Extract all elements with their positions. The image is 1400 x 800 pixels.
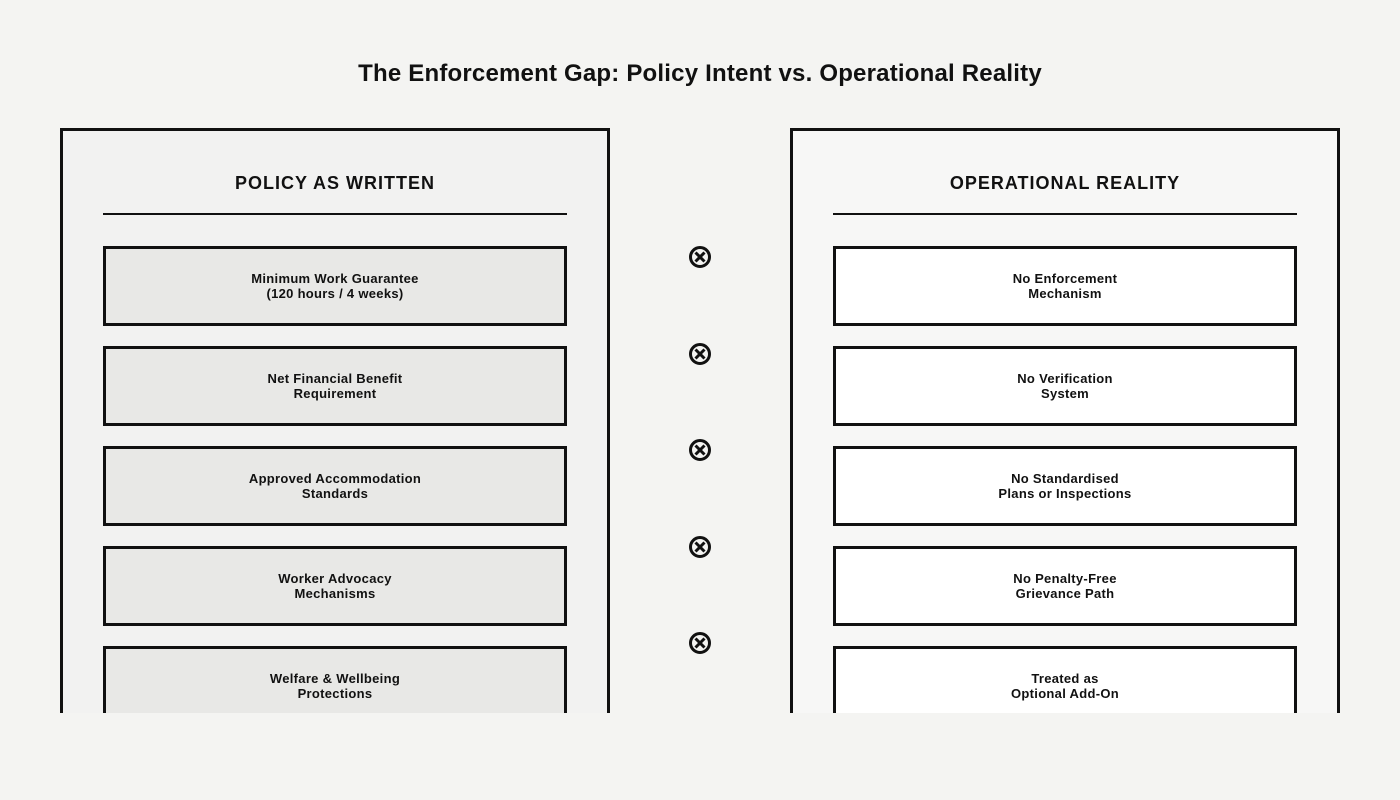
reality-item-label: No Standardised Plans or Inspections: [998, 471, 1132, 501]
reality-item-box: [833, 446, 1297, 526]
policy-item-box: [103, 246, 567, 326]
policy-panel-divider: [103, 213, 567, 215]
policy-item-label: Welfare & Wellbeing Protections: [269, 671, 401, 701]
reality-panel-divider: [833, 213, 1297, 215]
policy-panel-heading: POLICY AS WRITTEN: [234, 173, 435, 193]
policy-item-label: Minimum Work Guarantee (120 hours / 4 weeks): [251, 271, 419, 301]
reality-item-label: No Penalty-Free Grievance Path: [1013, 571, 1117, 601]
policy-panel: [60, 128, 610, 713]
x-circle-icon: [688, 535, 712, 559]
reality-panel-viewport: [790, 128, 1340, 713]
reality-panel: [790, 128, 1340, 713]
policy-item-box: [103, 446, 567, 526]
x-circle-icon: [688, 631, 712, 655]
policy-item-label: Approved Accommodation Standards: [248, 471, 422, 501]
policy-item-label: Worker Advocacy Mechanisms: [278, 571, 392, 601]
policy-item-box: [103, 646, 567, 713]
x-circle-icon: [688, 245, 712, 269]
reality-item-label: No Verification System: [1017, 371, 1113, 401]
reality-panel-heading: OPERATIONAL REALITY: [949, 173, 1181, 193]
reality-item-box: [833, 246, 1297, 326]
policy-item-box: [103, 346, 567, 426]
reality-item-box: [833, 646, 1297, 713]
reality-item-label: Treated as Optional Add-On: [1011, 671, 1119, 701]
diagram-title: The Enforcement Gap: Policy Intent vs. Operational Reality: [358, 60, 1042, 87]
reality-item-label: No Enforcement Mechanism: [1012, 271, 1118, 301]
x-circle-icon: [688, 438, 712, 462]
policy-item-box: [103, 546, 567, 626]
reality-item-box: [833, 546, 1297, 626]
reality-item-box: [833, 346, 1297, 426]
policy-panel-viewport: [60, 128, 610, 713]
policy-item-label: Net Financial Benefit Requirement: [267, 371, 403, 401]
x-circle-icon: [688, 342, 712, 366]
